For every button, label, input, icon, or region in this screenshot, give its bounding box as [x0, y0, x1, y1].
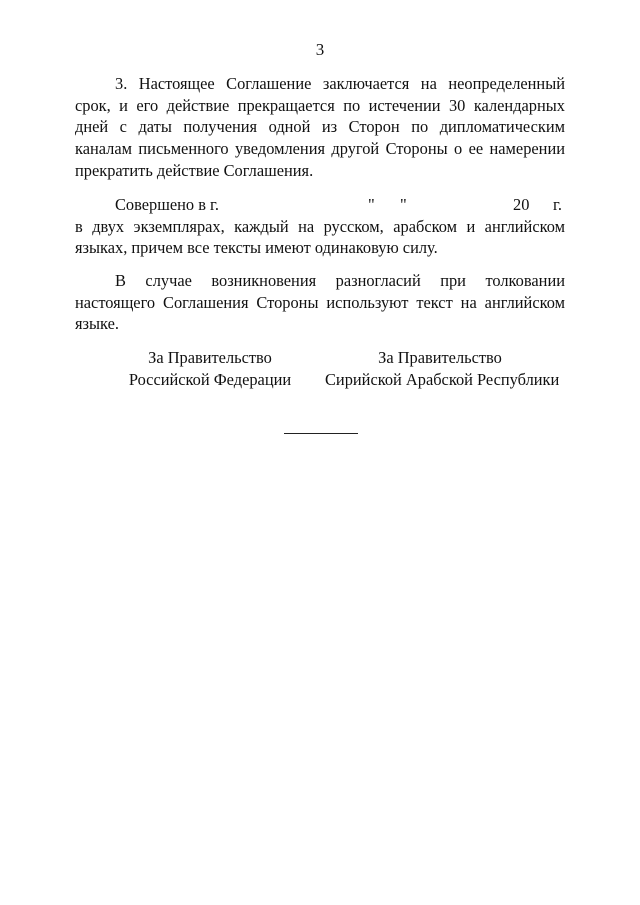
signature-block-syria	[325, 347, 560, 390]
signing-year: 20	[513, 195, 530, 214]
date-quote-close: "	[400, 195, 407, 214]
signing-place-label: Совершено в г.	[115, 195, 220, 214]
signature-block-russia	[105, 347, 315, 390]
copies-language-text: в двух экземплярах, каждый на русском, арабском и английском языках, причем все тексты имеют одинаковую силу.	[75, 216, 565, 258]
signature-russia-line1: За Правительство	[148, 348, 272, 367]
signing-clause	[75, 194, 565, 259]
page-number: 3	[315, 40, 325, 59]
signing-year-suffix: г.	[553, 195, 562, 214]
signing-place-date-line	[75, 194, 565, 216]
divergence-clause: В случае возникновения разногласий при толковании настоящего Соглашения Стороны используют текст на английском языке.	[75, 271, 565, 334]
signature-russia-line2: Российской Федерации	[128, 369, 292, 389]
document-end-rule	[284, 433, 358, 434]
signature-syria-line2: Сирийской Арабской Республики	[325, 369, 560, 389]
termination-clause: 3. Настоящее Соглашение заключается на неопределенный срок, и его действие прекращается по истечении 30 календарных дней с даты получения одной из Сторон по дипломатическим каналам письменного уведомления другой Стороны о ее намерении прекратить действие Соглашения.	[75, 74, 565, 180]
signature-syria-line1: За Правительство	[378, 348, 502, 367]
date-quote-open: "	[368, 195, 375, 214]
